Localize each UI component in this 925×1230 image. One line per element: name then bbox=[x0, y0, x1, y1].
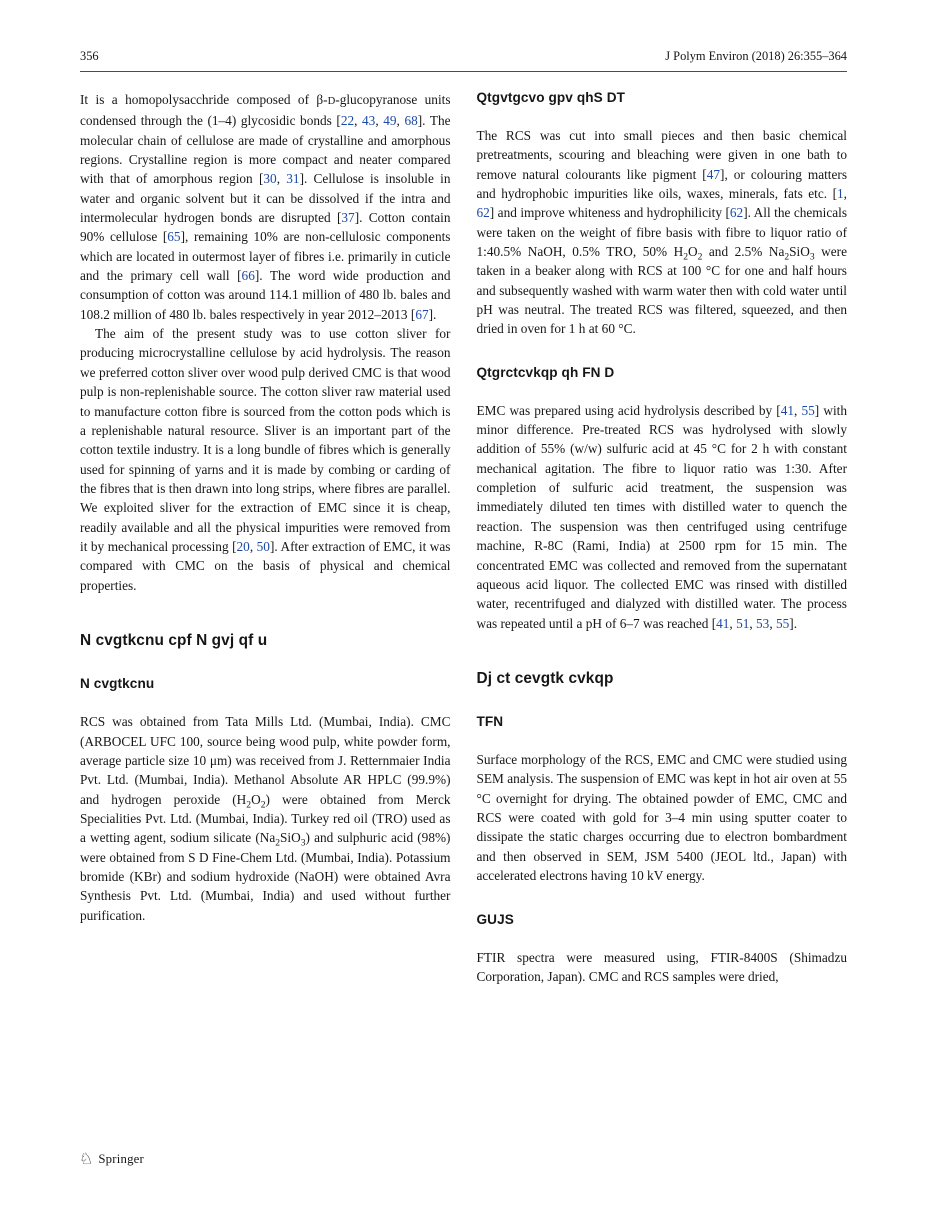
text-run: ], or colouring matters and hydrophobic impurities like oils, waxes, minerals, fats etc. [ bbox=[476, 166, 847, 202]
citation-link[interactable]: 62 bbox=[476, 205, 490, 221]
text-run: ]. The molecular chain of cellulose are made of crystalline and amorphous regions. Crystalline region is more compact and neater compared with that of amorphous region [ bbox=[80, 113, 451, 187]
citation-link[interactable]: 41 bbox=[780, 402, 794, 418]
sem-paragraph bbox=[477, 750, 848, 885]
text-run: -glucopyranose units condensed through the (1–4) glycosidic bonds [ bbox=[80, 92, 451, 129]
journal-ref: J Polym Environ (2018) 26:355–364 bbox=[665, 49, 847, 63]
text-run: SiO bbox=[789, 244, 810, 260]
text-run: ] and improve whiteness and hydrophilicity [ bbox=[489, 205, 730, 221]
text-run: , bbox=[396, 113, 405, 129]
left-column bbox=[80, 90, 451, 986]
text-run: ], remaining 10% are non-cellulosic components which are located in outermost layer of fibres i.e. primarily in cuticle and the primary cell wall [ bbox=[80, 229, 451, 284]
pretreatment-of-rcs-heading: Qtgvtgcvo gpv qhS DT bbox=[476, 90, 626, 105]
text-run: O bbox=[251, 791, 261, 807]
text-run: ] with minor difference. Pre-treated RCS was hydrolysed with slowly addition of 55% (w/w) sulfuric acid at 45 °C for 2 h with constant mechanical agitation. The fibre to liquor ratio was 1:30. After completion of sulfuric acid treatment, the suspension was immediately diluted ten times with distilled water to quench the reaction. The suspension was then centrifuged using centrifuge machine, R-8C (Rami, India) at 2500 rpm for 15 min. The concentrated EMC was collected and removed from the supernatant aqueous acid liquor. The collected EMC was rinsed with distilled water, recentrifuged and dialyzed with distilled water. The process was repeated until a pH of 6–7 was reached [ bbox=[476, 402, 847, 631]
page-footer bbox=[79, 1151, 144, 1168]
text-run: , bbox=[276, 171, 287, 187]
text-run: SiO bbox=[280, 830, 301, 846]
text-run: The aim of the present study was to use cotton sliver for producing microcrystalline cellulose by acid hydrolysis. The reason we preferred cotton sliver over wood pulp derived CMC is that wood pulp is non-replenishable source. The cotton sliver raw material used to manufacture cotton fibre is sourced from the cotton pods which is a replenishable natural resource. Sliver is an important part of the cotton textile industry. It is a long bundle of fibres which is generally used for spinning of yarns and it is made by combing or carding of the fibres that is then drawn into long strips, where fibres are parallel. We exploited sliver for the extraction of EMC since it is cheap, readily available and all the physical impurities were removed from it by mechanical processing [ bbox=[80, 326, 451, 554]
subscript-text: 3 bbox=[809, 251, 815, 263]
citation-link[interactable]: 51 bbox=[736, 615, 750, 631]
text-run: ]. bbox=[428, 306, 437, 322]
citation-link[interactable]: 49 bbox=[383, 113, 397, 129]
citation-link[interactable]: 47 bbox=[706, 166, 721, 182]
sem-heading: TFN bbox=[476, 714, 504, 730]
text-run: ) and sulphuric acid (98%) were obtained from S D Fine-Chem Ltd. (Mumbai, India). Potassium bromide (KBr) and sodium hydroxide (NaOH) were obtained Avra Synthesis Pvt. Ltd. (Mumbai, India) and used without further purification. bbox=[80, 830, 451, 923]
citation-link[interactable]: 62 bbox=[729, 205, 744, 221]
text-run: were taken in a beaker along with RCS at 100 °C for one and half hours and subsequently washed with warm water then with cold water until pH was neutral. The treated RCS was filtered, squeezed, and then dried in oven for 1 h at 60 °C. bbox=[476, 244, 847, 337]
springer-horse-icon bbox=[79, 1151, 93, 1168]
text-run: D bbox=[327, 96, 336, 107]
text-run: , bbox=[375, 113, 384, 129]
subscript-text: 2 bbox=[246, 799, 252, 811]
text-run: FTIR spectra were measured using, FTIR-8400S (Shimadzu Corporation, Japan). CMC and RCS samples were dried, bbox=[476, 949, 847, 984]
text-run: , bbox=[794, 402, 802, 418]
text-run: RCS was obtained from Tata Mills Ltd. (Mumbai, India). CMC (ARBOCEL UFC 100, source being wood pulp, white powder form, average particle size 10 μm) was received from J. Retternmaier India Pvt. Ltd. (Mumbai, India). Methanol Absolute AR HPLC (99.9%) and hydrogen peroxide (H bbox=[80, 714, 451, 807]
text-run: ]. After extraction of EMC, it was compared with CMC on the basis of physical and chemical properties. bbox=[80, 538, 451, 593]
text-run: ]. All the chemicals were taken on the weight of fibre basis with fibre to liquor ratio of 1:40.5% NaOH, 0.5% TRO, 50% H bbox=[476, 205, 847, 260]
publisher-name: Springer bbox=[98, 1152, 145, 1166]
ftir-paragraph bbox=[477, 948, 848, 987]
text-run: and 2.5% Na bbox=[702, 244, 785, 260]
text-run: ]. The word wide production and consumption of cotton was around 114.1 million of 480 lb. bales and 108.2 million of 480 lb. bales respectively in year 2012–2013 [ bbox=[80, 268, 451, 322]
subscript-text: 2 bbox=[260, 799, 266, 811]
citation-link[interactable]: 30 bbox=[263, 171, 277, 187]
text-run: , bbox=[749, 615, 757, 631]
two-column-body bbox=[80, 90, 847, 986]
citation-link[interactable]: 20 bbox=[236, 538, 250, 554]
subscript-text: 2 bbox=[784, 251, 790, 263]
citation-link[interactable]: 67 bbox=[415, 306, 429, 322]
materials-and-methods-heading: N cvgtkcnu cpf N gvj qf u bbox=[80, 631, 268, 649]
citation-link[interactable]: 65 bbox=[167, 229, 181, 245]
citation-link[interactable]: 41 bbox=[716, 615, 730, 631]
text-run: ]. bbox=[789, 615, 798, 631]
citation-link[interactable]: 22 bbox=[340, 113, 355, 129]
citation-link[interactable]: 37 bbox=[341, 210, 355, 226]
characterization-heading: Dj ct cevgtk cvkqp bbox=[476, 669, 614, 687]
citation-link[interactable]: 43 bbox=[362, 113, 376, 129]
materials-paragraph bbox=[80, 712, 451, 925]
subscript-text: 2 bbox=[697, 251, 703, 263]
subscript-text: 2 bbox=[275, 837, 281, 849]
text-run: ]. Cotton contain 90% cellulose [ bbox=[80, 210, 451, 245]
text-run: , bbox=[249, 538, 257, 554]
text-run: , bbox=[729, 615, 737, 631]
intro-paragraph-1 bbox=[80, 90, 451, 324]
text-run: Surface morphology of the RCS, EMC and CMC were studied using SEM analysis. The suspension of EMC was kept in hot air oven at 55 °C overnight for drying. The obtained powder of EMC, CMC and RCS were coated with gold for 3–4 min using sputter coater to dissipate the static charges occurring due to electron bombardment and then observed in SEM, JSM 5400 (JEOL ltd., Japan) with accelerated electrons having 10 kV energy. bbox=[476, 752, 847, 884]
text-run: It is a homopolysacchride composed of β- bbox=[80, 92, 328, 107]
intro-paragraph-2 bbox=[80, 324, 451, 595]
text-run: O bbox=[687, 244, 698, 260]
subscript-text: 3 bbox=[300, 837, 306, 849]
citation-link[interactable]: 55 bbox=[801, 402, 815, 418]
page-header bbox=[80, 49, 847, 64]
citation-link[interactable]: 68 bbox=[404, 113, 418, 129]
citation-link[interactable]: 31 bbox=[286, 171, 300, 187]
text-run: ) were obtained from Merck Specialities Pvt. Ltd. (Mumbai, India). Turkey red oil (TRO) used as a wetting agent, sodium silicate (Na bbox=[80, 791, 451, 846]
text-run: EMC was prepared using acid hydrolysis described by [ bbox=[476, 402, 781, 418]
text-run: , bbox=[843, 186, 847, 202]
page-number: 356 bbox=[80, 49, 99, 63]
text-run: ]. Cellulose is insoluble in water and organic solvent but it can be dissolved if the intra and intermolecular hydrogen bonds are disrupted [ bbox=[80, 171, 451, 226]
text-run: , bbox=[354, 113, 363, 129]
materials-heading: N cvgtkcnu bbox=[80, 676, 155, 692]
citation-link[interactable]: 50 bbox=[256, 538, 270, 554]
right-column bbox=[477, 90, 848, 986]
subscript-text: 2 bbox=[683, 251, 688, 263]
text-run: , bbox=[769, 615, 776, 631]
citation-link[interactable]: 66 bbox=[241, 268, 255, 284]
preparation-of-emc-heading: Qtgrctcvkqp qh FN D bbox=[476, 364, 615, 380]
preparation-paragraph bbox=[477, 401, 848, 633]
text-run: The RCS was cut into small pieces and then basic chemical pretreatments, scouring and bleaching were given in one bath to remove natural colourants like pigment [ bbox=[476, 127, 847, 182]
ftir-heading: GUJS bbox=[476, 911, 514, 927]
header-divider bbox=[80, 71, 847, 72]
citation-link[interactable]: 53 bbox=[756, 615, 770, 631]
citation-link[interactable]: 55 bbox=[775, 615, 790, 631]
pretreatment-paragraph bbox=[477, 126, 848, 339]
citation-link[interactable]: 1 bbox=[837, 186, 844, 202]
